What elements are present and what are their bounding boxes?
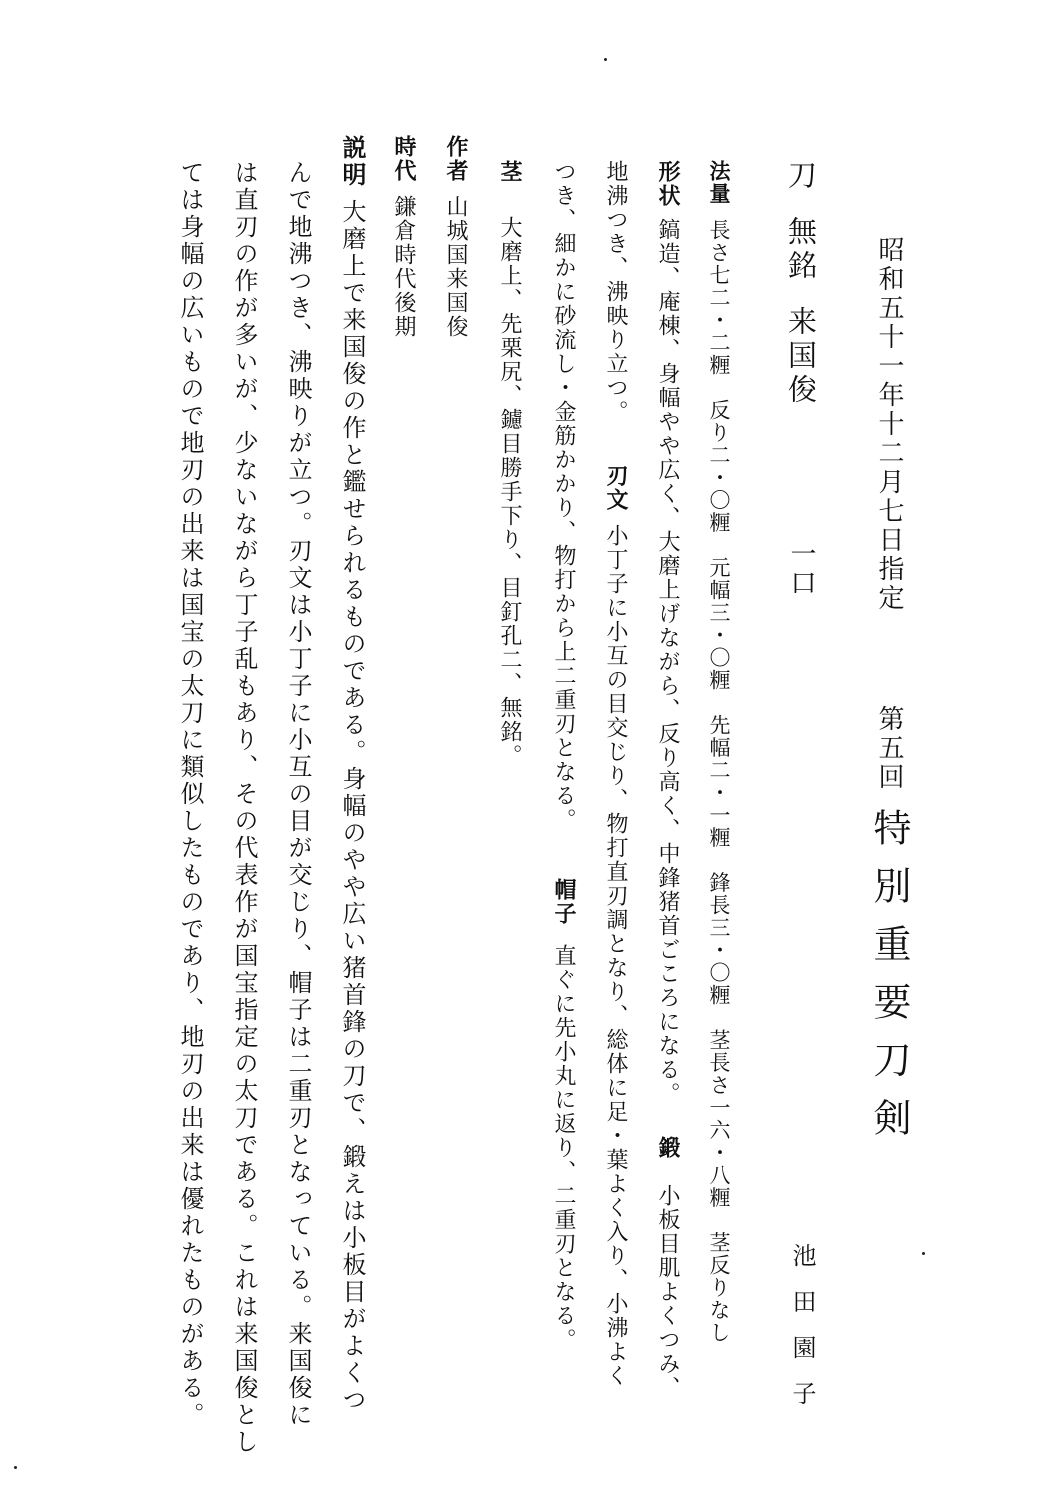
period-label: 時代 <box>391 135 416 183</box>
item-type: 刀 <box>784 160 818 194</box>
tang-entry <box>498 160 520 768</box>
description-line-1 <box>340 135 364 1414</box>
measurements-entry <box>708 160 729 1344</box>
boshi-label: 帽子 <box>551 878 576 926</box>
hamon-text: 小丁子に小互の目交じり、物打直刃調となり、総体に足・葉よく入り、小沸よく <box>603 524 628 1388</box>
forge-label: 鍛 <box>655 1136 680 1160</box>
maker-text: 山城国来国俊 <box>443 195 468 339</box>
shape-text: 鎬造、庵棟、身幅やや広く、大磨上げながら、反り高く、中鋒猪首ごころになる。 <box>655 218 680 1106</box>
hamon-label: 刃文 <box>603 464 628 512</box>
shape-label: 形状 <box>655 160 680 208</box>
tang-label: 茎 <box>497 160 522 184</box>
period-entry <box>392 135 414 339</box>
description-label: 説明 <box>338 135 366 189</box>
maker-label: 作者 <box>443 135 468 183</box>
description-text-1: 大磨上で来国俊の作と鑑せられるものである。身幅のやや広い猪首鋒の刀で、鍛えは小板目がよくつ <box>338 199 366 1414</box>
boshi-text: 直ぐに先小丸に返り、二重刃となる。 <box>551 944 576 1352</box>
description-line-4: ては身幅の広いもので地刃の出来は国宝の太刀に類似したものであり、地刃の出来は優れたものがある。 <box>176 160 204 1429</box>
scan-speck <box>922 1252 925 1255</box>
description-line-2: んで地沸つき、沸映りが立つ。刃文は小丁子に小互の目が交じり、帽子は二重刃となっている。来国俊に <box>284 160 312 1429</box>
item-count: 一口 <box>786 540 816 598</box>
tang-text: 大磨上、先栗尻、鑢目勝手下り、目釘孔二、無銘。 <box>497 216 522 768</box>
scan-speck <box>14 1466 17 1469</box>
forge-text: 小板目肌よくつみ、 <box>655 1184 680 1400</box>
item-inscription: 無銘 <box>784 216 818 284</box>
maker-entry <box>444 135 466 339</box>
measurements-label: 法量 <box>707 160 731 205</box>
author-name: 池田園子 <box>788 1243 816 1427</box>
scan-speck <box>604 58 607 61</box>
shape-line3-text: つき、細かに砂流し・金筋かかり、物打から上二重刃となる。 <box>551 160 576 832</box>
item-title <box>784 160 818 408</box>
session-number: 第五回 <box>874 705 904 792</box>
period-text: 鎌倉時代後期 <box>391 195 416 339</box>
boshi-entry <box>552 160 574 1352</box>
page-title: 特別重要刀剣 <box>867 808 911 1156</box>
hamon-entry <box>604 160 626 1388</box>
description-line-3: は直刃の作が多いが、少ないながら丁子乱もあり、その代表作が国宝指定の太刀である。これは来国俊とし <box>230 160 258 1456</box>
designation-date: 昭和五十一年十二月七日指定 <box>874 236 904 613</box>
shape-entry <box>656 160 678 1400</box>
measurements-text: 長さ七二・二糎 反り二・〇糎 元幅三・〇糎 先幅二・一糎 鋒長三・〇糎 茎長さ一六・八糎 茎反りなし <box>707 219 731 1344</box>
shape-line2-text: 地沸つき、沸映り立つ。 <box>603 160 628 424</box>
item-attribution: 来国俊 <box>784 306 818 408</box>
